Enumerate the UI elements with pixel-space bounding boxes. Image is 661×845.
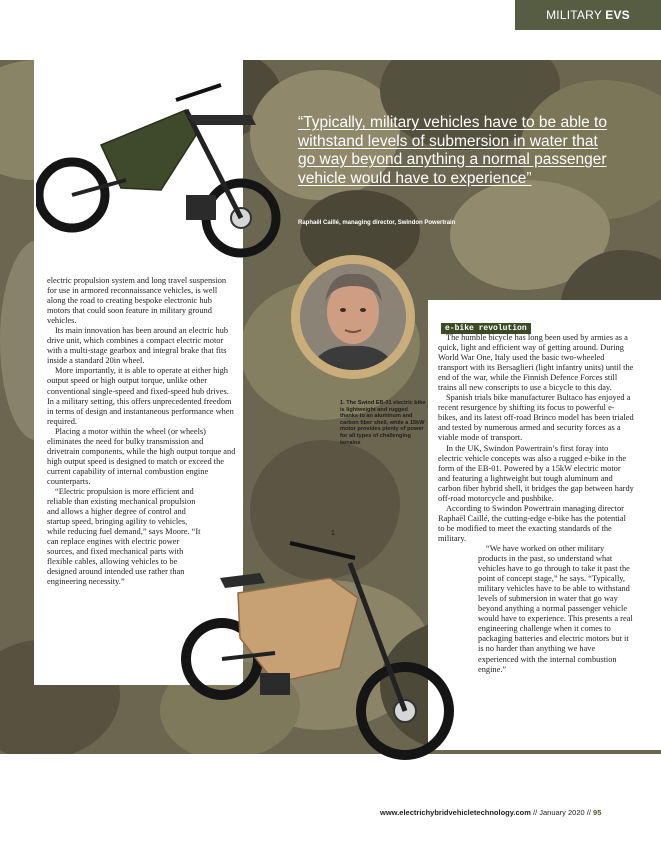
- figure-caption: 1. The Swind EB-01 electric bike is lightweight and rugged thanks to an aluminum and carbon fiber shell, while a 15kW motor provides plenty of power for all types of challenging terrains: [340, 400, 426, 446]
- figure-number: 1: [331, 530, 335, 537]
- left-article-column: [47, 276, 237, 587]
- paragraph: electric propulsion system and long travel suspension for use in armored reconnaissance vehicles, is well along the road to creating bespoke electronic hub motors that could soon feature in military ground vehicles.: [47, 276, 227, 326]
- green-ebike-image: [36, 70, 281, 270]
- page-footer: [380, 808, 601, 817]
- right-article-column: [438, 333, 634, 675]
- page-number: 95: [593, 808, 602, 817]
- pull-quote-attribution: Raphaël Caillé, managing director, Swindon Powertrain: [298, 220, 456, 226]
- portrait-photo: [300, 264, 406, 370]
- paragraph: In the UK, Swindon Powertrain’s first foray into electric vehicle concepts was also a rugged e-bike in the form of the EB-01. Powered by a 15kW electric motor and featuring a lightweight but tough aluminum and carbon fiber hybrid shell, it bridges the gap between hardy off-road motorcycle and pushbike.: [438, 443, 634, 503]
- paragraph: “Electric propulsion is more efficient and reliable than existing mechanical propulsion and allows a higher degree of control and startup speed, bringing agility to vehicles, while reducing fuel demand,” says Moore. “It can replace engines with electric power sources, and fixed mechanical parts with flexible cables, allowing vehicles to be designed around intended use rather than engineering necessity.”: [47, 486, 201, 587]
- pull-quote: “Typically, military vehicles have to be able to withstand levels of submersion in water that go way beyond anything a normal passenger vehicle would have to experience”: [298, 114, 607, 187]
- footer-date: // January 2020 //: [532, 808, 591, 817]
- paragraph: According to Swindon Powertrain managing director Raphaël Caillé, the cutting-edge e-bike has the potential to be modified to meet the exacting standards of the military.: [438, 503, 626, 543]
- paragraph: Its main innovation has been around an electric hub drive unit, which combines a compact electric motor with a multi-stage gearbox and integral brake that fits inside a standard 20in wheel.: [47, 326, 229, 366]
- section-heading: e-bike revolution: [441, 323, 531, 334]
- paragraph: “We have worked on other military products in the past, so understand what vehicles have to go through to take it past the point of concept stage,” he says. “Typically, military vehicles have to be able to withstand levels of submersion in water that go way beyond anything a normal passenger vehicle would have to experience. This presents a real engineering challenge when it comes to packaging batteries and electric motors but it is no harder than anything we have experienced with the internal combustion engine.”: [478, 543, 633, 674]
- portrait-frame: [291, 255, 415, 379]
- paragraph: Spanish trials bike manufacturer Bultaco has enjoyed a recent resurgence by shifting its focus to powerful e-bikes, and its latest off-road Brinco model has been trialed and tested by numerous armed and security forces as a viable mode of transport.: [438, 393, 634, 443]
- paragraph: More importantly, it is able to operate at either high output speed or high output torque, unlike other conventional single-speed and fixed-speed hub drives. In a military setting, this offers unprecedented freedom in terms of design and instantaneous performance when required.: [47, 366, 234, 426]
- section-header-tab: MILITARY EVS: [515, 0, 661, 30]
- paragraph: The humble bicycle has long been used by armies as a quick, light and efficient way of getting around. During World War One, Italy used the basic two-wheeled transport with its Bersaglieri (light infantry units) until the end of the war, while the Finnish Defence Forces still trains all new conscripts to use a bicycle to this day.: [438, 333, 634, 393]
- footer-url[interactable]: www.electrichybridvehicletechnology.com: [380, 808, 531, 817]
- paragraph: Placing a motor within the wheel (or wheels) eliminates the need for bulky transmission and drivetrain components, while the high output torque and high output speed is designed to match or exceed the current capability of internal combustion engine counterparts.: [47, 426, 236, 486]
